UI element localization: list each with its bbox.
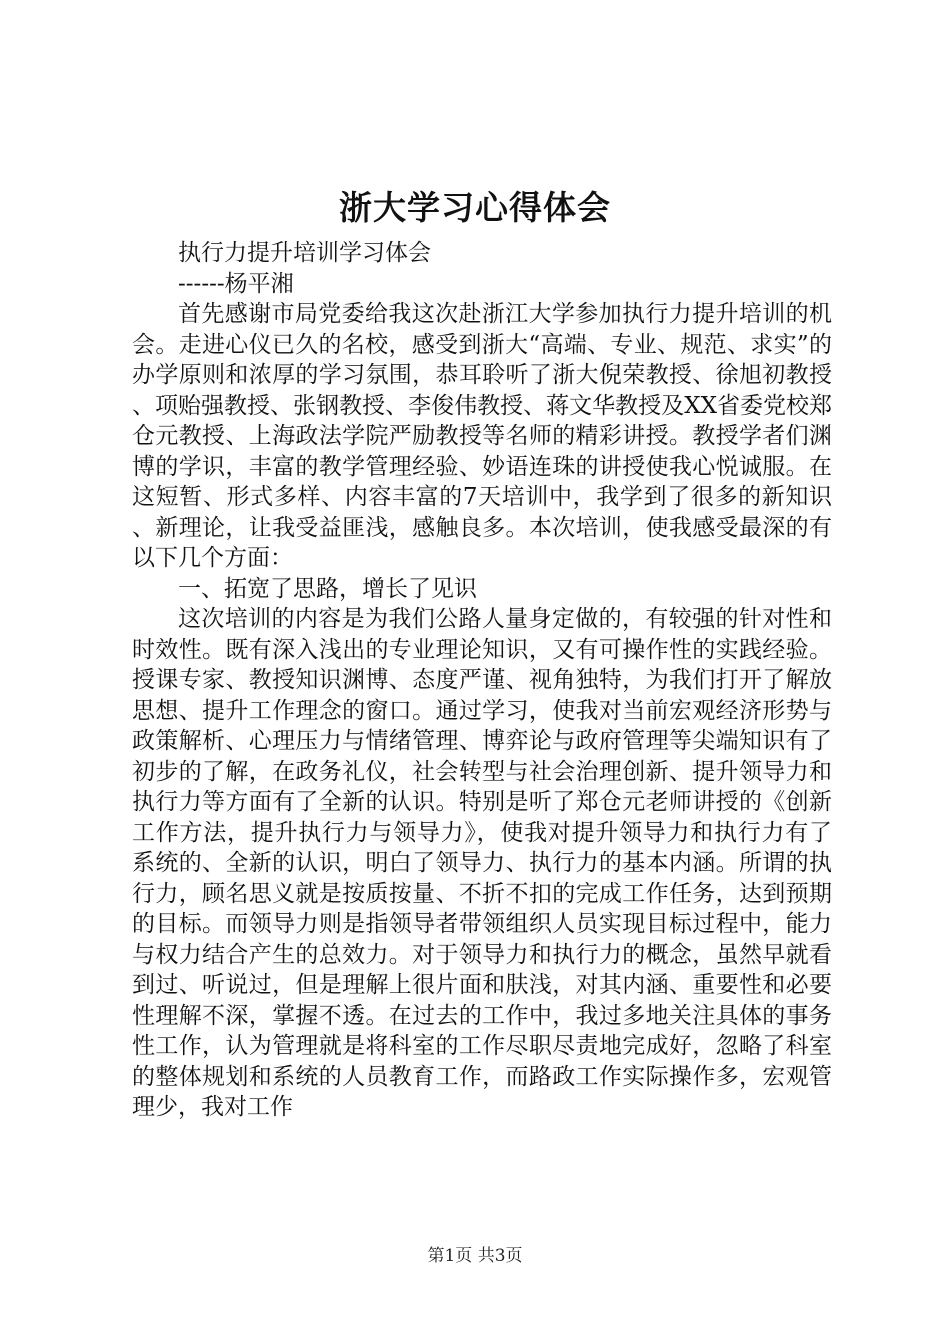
section-heading: 一、拓宽了思路，增长了见识: [178, 575, 477, 602]
body-paragraph: 首先感谢市局党委给我这次赴浙江大学参加执行力提升培训的机会。走进心仪已久的名校，感受到浙大“高端、专业、规范、求实”的办学原则和浓厚的学习氛围，恭耳聆听了浙大倪荣教授、徐旭初教授、项贻强教授、张钢教授、李俊伟教授、蒋文华教授及XX省委党校郑仓元教授、上海政法学院严励教授等名师的精彩讲授。教授学者们渊博的学识，丰富的教学管理经验、妙语连珠的讲授使我心悦诚服。在这短暂、形式多样、内容丰富的7天培训中，我学到了很多的新知识、新理论，让我受益匪浅，感触良多。本次培训，使我感受最深的有以下几个方面：: [132, 301, 832, 571]
document-body: [132, 238, 832, 1123]
subtitle-paragraph: 执行力提升培训学习体会: [178, 240, 431, 266]
author-line: ------杨平湘: [178, 270, 294, 297]
page-footer: 第1页 共3页: [427, 1246, 523, 1266]
document-title: 浙大学习心得体会: [339, 188, 611, 227]
body-paragraph: 这次培训的内容是为我们公路人量身定做的，有较强的针对性和时效性。既有深入浅出的专业理论知识，又有可操作性的实践经验。授课专家、教授知识渊博、态度严谨、视角独特，为我们打开了解放思想、提升工作理念的窗口。通过学习，使我对当前宏观经济形势与政策解析、心理压力与情绪管理、博弈论与政府管理等尖端知识有了初步的了解，在政务礼仪，社会转型与社会治理创新、提升领导力和执行力等方面有了全新的认识。特别是听了郑仓元老师讲授的《创新工作方法，提升执行力与领导力》，使我对提升领导力和执行力有了系统的、全新的认识，明白了领导力、执行力的基本内涵。所谓的执行力，顾名思义就是按质按量、不折不扣的完成工作任务，达到预期的目标。而领导力则是指领导者带领组织人员实现目标过程中，能力与权力结合产生的总效力。对于领导力和执行力的概念，虽然早就看到过、听说过，但是理解上很片面和肤浅，对其内涵、重要性和必要性理解不深，掌握不透。在过去的工作中，我过多地关注具体的事务性工作，认为管理就是将科室的工作尽职尽责地完成好，忽略了科室的整体规划和系统的人员教育工作，而路政工作实际操作多，宏观管理少，我对工作: [132, 606, 832, 1120]
